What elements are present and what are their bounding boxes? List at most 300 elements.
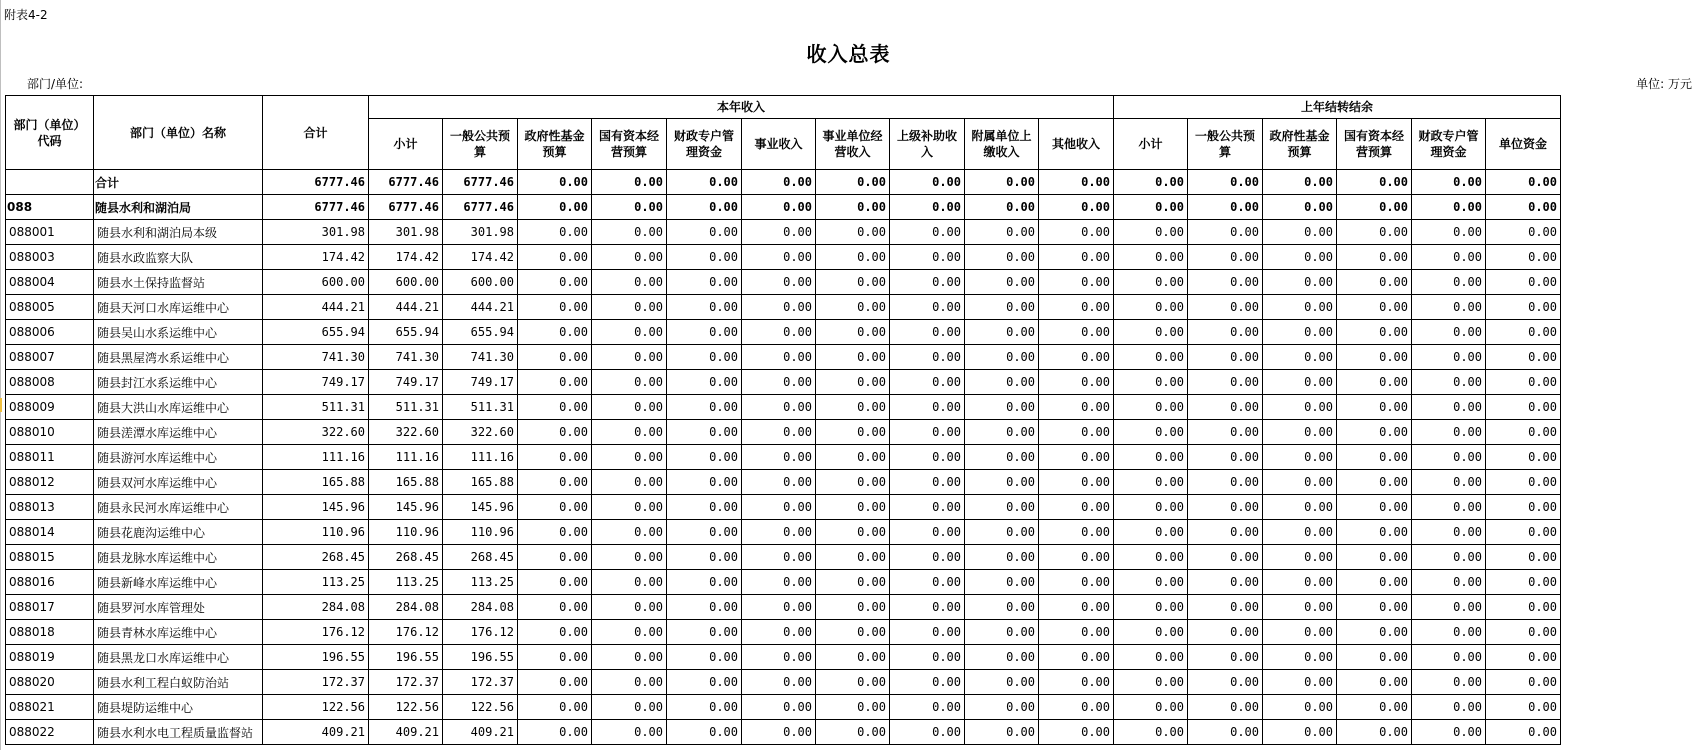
cell-general-budget: 174.42 (443, 245, 518, 270)
cell-zero: 0.00 (742, 470, 816, 495)
header-carryover: 上年结转结余 (1114, 96, 1561, 119)
cell-zero: 0.00 (1412, 620, 1486, 645)
cell-zero: 0.00 (518, 445, 592, 470)
cell-zero: 0.00 (1412, 220, 1486, 245)
cell-zero: 0.00 (816, 495, 890, 520)
cell-zero: 0.00 (1114, 595, 1188, 620)
cell-zero: 0.00 (816, 620, 890, 645)
cell-zero: 0.00 (1188, 620, 1263, 645)
cell-general-budget: 165.88 (443, 470, 518, 495)
cell-total: 176.12 (263, 620, 369, 645)
cell-zero: 0.00 (518, 170, 592, 195)
cell-zero: 0.00 (592, 495, 667, 520)
cell-zero: 0.00 (890, 620, 965, 645)
cell-zero: 0.00 (816, 670, 890, 695)
cell-general-budget: 6777.46 (443, 170, 518, 195)
cell-zero: 0.00 (1114, 345, 1188, 370)
cell-zero: 0.00 (667, 270, 742, 295)
cell-zero: 0.00 (816, 270, 890, 295)
cell-subtotal: 196.55 (369, 645, 443, 670)
cell-zero: 0.00 (1412, 495, 1486, 520)
cell-name: 随县龙脉水库运维中心 (94, 545, 263, 570)
cell-zero: 0.00 (965, 720, 1039, 745)
cell-code: 088014 (6, 520, 94, 545)
table-row (6, 220, 1561, 245)
cell-general-budget: 511.31 (443, 395, 518, 420)
cell-subtotal: 511.31 (369, 395, 443, 420)
cell-general-budget: 268.45 (443, 545, 518, 570)
cell-code: 088005 (6, 295, 94, 320)
cell-zero: 0.00 (1263, 245, 1337, 270)
cell-zero: 0.00 (667, 420, 742, 445)
cell-zero: 0.00 (1486, 570, 1561, 595)
cell-zero: 0.00 (816, 720, 890, 745)
cell-code: 088010 (6, 420, 94, 445)
cell-zero: 0.00 (1039, 420, 1114, 445)
cell-zero: 0.00 (890, 345, 965, 370)
cell-zero: 0.00 (1412, 345, 1486, 370)
cell-zero: 0.00 (1039, 545, 1114, 570)
cell-zero: 0.00 (1188, 270, 1263, 295)
cell-zero: 0.00 (667, 570, 742, 595)
cell-zero: 0.00 (1263, 720, 1337, 745)
cell-zero: 0.00 (1114, 220, 1188, 245)
cell-zero: 0.00 (1039, 245, 1114, 270)
cell-zero: 0.00 (1039, 370, 1114, 395)
cell-code: 088018 (6, 620, 94, 645)
cell-zero: 0.00 (742, 345, 816, 370)
cell-zero: 0.00 (1486, 295, 1561, 320)
cell-name: 随县水政监察大队 (94, 245, 263, 270)
cell-total: 122.56 (263, 695, 369, 720)
table-row (6, 395, 1561, 420)
cell-subtotal: 6777.46 (369, 170, 443, 195)
cell-name: 随县双河水库运维中心 (94, 470, 263, 495)
cell-zero: 0.00 (890, 420, 965, 445)
cell-zero: 0.00 (742, 570, 816, 595)
table-row (6, 520, 1561, 545)
cell-zero: 0.00 (1188, 320, 1263, 345)
header-carry-col: 一般公共预算 (1188, 119, 1263, 170)
cell-zero: 0.00 (1114, 720, 1188, 745)
cell-zero: 0.00 (1412, 470, 1486, 495)
cell-code: 088001 (6, 220, 94, 245)
cell-zero: 0.00 (1263, 320, 1337, 345)
cell-zero: 0.00 (1412, 670, 1486, 695)
cell-zero: 0.00 (1412, 420, 1486, 445)
cell-total: 749.17 (263, 370, 369, 395)
cell-zero: 0.00 (592, 470, 667, 495)
cell-zero: 0.00 (1263, 620, 1337, 645)
cell-zero: 0.00 (1188, 370, 1263, 395)
cell-zero: 0.00 (890, 170, 965, 195)
page-title: 收入总表 (806, 42, 891, 66)
cell-zero: 0.00 (1486, 420, 1561, 445)
cell-zero: 0.00 (965, 520, 1039, 545)
cell-zero: 0.00 (667, 645, 742, 670)
cell-zero: 0.00 (965, 270, 1039, 295)
cell-zero: 0.00 (1486, 270, 1561, 295)
cell-zero: 0.00 (1039, 170, 1114, 195)
cell-zero: 0.00 (890, 645, 965, 670)
table-row (6, 695, 1561, 720)
cell-zero: 0.00 (592, 395, 667, 420)
cell-zero: 0.00 (1263, 495, 1337, 520)
cell-zero: 0.00 (816, 220, 890, 245)
cell-zero: 0.00 (1263, 445, 1337, 470)
cell-zero: 0.00 (592, 570, 667, 595)
header-current-col: 事业单位经营收入 (816, 119, 890, 170)
header-carry-col: 财政专户管理资金 (1412, 119, 1486, 170)
cell-zero: 0.00 (1337, 545, 1412, 570)
cell-zero: 0.00 (1114, 170, 1188, 195)
cell-total: 111.16 (263, 445, 369, 470)
cell-general-budget: 6777.46 (443, 195, 518, 220)
cell-zero: 0.00 (1486, 195, 1561, 220)
cell-name: 随县封江水系运维中心 (94, 370, 263, 395)
header-current-col: 财政专户管理资金 (667, 119, 742, 170)
cell-zero: 0.00 (1039, 570, 1114, 595)
cell-zero: 0.00 (667, 495, 742, 520)
cell-code: 088019 (6, 645, 94, 670)
cell-total: 322.60 (263, 420, 369, 445)
cell-zero: 0.00 (1486, 520, 1561, 545)
cell-zero: 0.00 (518, 245, 592, 270)
cell-subtotal: 176.12 (369, 620, 443, 645)
cell-zero: 0.00 (742, 420, 816, 445)
cell-zero: 0.00 (667, 370, 742, 395)
cell-zero: 0.00 (518, 220, 592, 245)
cell-zero: 0.00 (1337, 195, 1412, 220)
cell-zero: 0.00 (1188, 670, 1263, 695)
cell-zero: 0.00 (1486, 595, 1561, 620)
cell-zero: 0.00 (1412, 320, 1486, 345)
cell-code: 088022 (6, 720, 94, 745)
cell-zero: 0.00 (1188, 420, 1263, 445)
cell-zero: 0.00 (1486, 220, 1561, 245)
cell-zero: 0.00 (890, 195, 965, 220)
table-row (6, 670, 1561, 695)
cell-zero: 0.00 (592, 445, 667, 470)
cell-zero: 0.00 (1337, 720, 1412, 745)
table-row (6, 445, 1561, 470)
cell-zero: 0.00 (1337, 420, 1412, 445)
cell-subtotal: 749.17 (369, 370, 443, 395)
cell-zero: 0.00 (592, 270, 667, 295)
cell-code: 088017 (6, 595, 94, 620)
cell-zero: 0.00 (1486, 545, 1561, 570)
cell-zero: 0.00 (1188, 245, 1263, 270)
table-row (6, 545, 1561, 570)
header-carry-col: 单位资金 (1486, 119, 1561, 170)
cell-zero: 0.00 (1337, 445, 1412, 470)
cell-general-budget: 113.25 (443, 570, 518, 595)
cell-zero: 0.00 (592, 295, 667, 320)
cell-general-budget: 409.21 (443, 720, 518, 745)
cell-zero: 0.00 (1412, 720, 1486, 745)
cell-general-budget: 172.37 (443, 670, 518, 695)
cell-zero: 0.00 (1114, 495, 1188, 520)
cell-zero: 0.00 (1263, 545, 1337, 570)
cell-zero: 0.00 (1486, 695, 1561, 720)
cell-name: 随县堤防运维中心 (94, 695, 263, 720)
cell-zero: 0.00 (965, 395, 1039, 420)
cell-zero: 0.00 (667, 545, 742, 570)
cell-zero: 0.00 (1114, 545, 1188, 570)
cell-zero: 0.00 (742, 220, 816, 245)
cell-zero: 0.00 (965, 295, 1039, 320)
cell-zero: 0.00 (1263, 295, 1337, 320)
cell-total: 655.94 (263, 320, 369, 345)
cell-zero: 0.00 (816, 245, 890, 270)
cell-zero: 0.00 (816, 470, 890, 495)
cell-zero: 0.00 (1412, 520, 1486, 545)
cell-code: 088015 (6, 545, 94, 570)
income-table (5, 95, 1561, 745)
cell-zero: 0.00 (1486, 645, 1561, 670)
cell-zero: 0.00 (1263, 695, 1337, 720)
cell-total: 268.45 (263, 545, 369, 570)
cell-zero: 0.00 (1263, 345, 1337, 370)
cell-zero: 0.00 (1263, 595, 1337, 620)
cell-zero: 0.00 (592, 345, 667, 370)
cell-zero: 0.00 (1337, 320, 1412, 345)
cell-zero: 0.00 (667, 695, 742, 720)
cell-zero: 0.00 (518, 645, 592, 670)
cell-name: 随县水利工程白蚁防治站 (94, 670, 263, 695)
cell-total: 284.08 (263, 595, 369, 620)
cell-subtotal: 174.42 (369, 245, 443, 270)
cell-subtotal: 145.96 (369, 495, 443, 520)
cell-zero: 0.00 (592, 720, 667, 745)
cell-zero: 0.00 (1188, 720, 1263, 745)
cell-zero: 0.00 (816, 395, 890, 420)
table-row (6, 295, 1561, 320)
cell-zero: 0.00 (1114, 320, 1188, 345)
cell-subtotal: 6777.46 (369, 195, 443, 220)
table-row (6, 495, 1561, 520)
unit-label: 单位: 万元 (1636, 77, 1692, 91)
cell-zero: 0.00 (1337, 245, 1412, 270)
cell-name: 随县天河口水库运维中心 (94, 295, 263, 320)
cell-code: 088004 (6, 270, 94, 295)
cell-general-budget: 122.56 (443, 695, 518, 720)
cell-zero: 0.00 (1412, 695, 1486, 720)
cell-zero: 0.00 (1337, 170, 1412, 195)
cell-zero: 0.00 (518, 720, 592, 745)
cell-zero: 0.00 (742, 445, 816, 470)
cell-zero: 0.00 (1337, 395, 1412, 420)
cell-zero: 0.00 (1337, 295, 1412, 320)
cell-subtotal: 172.37 (369, 670, 443, 695)
cell-general-budget: 741.30 (443, 345, 518, 370)
cell-zero: 0.00 (518, 520, 592, 545)
cell-code: 088020 (6, 670, 94, 695)
cell-zero: 0.00 (1337, 595, 1412, 620)
cell-zero: 0.00 (667, 245, 742, 270)
window-left-edge (0, 0, 1, 750)
cell-zero: 0.00 (742, 670, 816, 695)
cell-zero: 0.00 (592, 245, 667, 270)
header-total: 合计 (263, 96, 369, 170)
cell-zero: 0.00 (518, 395, 592, 420)
cell-zero: 0.00 (890, 495, 965, 520)
cell-total: 113.25 (263, 570, 369, 595)
table-row (6, 170, 1561, 195)
cell-zero: 0.00 (667, 395, 742, 420)
cell-zero: 0.00 (890, 595, 965, 620)
cell-zero: 0.00 (1114, 470, 1188, 495)
cell-zero: 0.00 (1486, 320, 1561, 345)
cell-zero: 0.00 (667, 345, 742, 370)
cell-zero: 0.00 (890, 395, 965, 420)
table-row (6, 620, 1561, 645)
cell-zero: 0.00 (965, 445, 1039, 470)
cell-zero: 0.00 (1114, 370, 1188, 395)
cell-subtotal: 165.88 (369, 470, 443, 495)
cell-zero: 0.00 (1188, 445, 1263, 470)
cell-zero: 0.00 (965, 670, 1039, 695)
cell-zero: 0.00 (1114, 570, 1188, 595)
cell-general-budget: 196.55 (443, 645, 518, 670)
cell-zero: 0.00 (890, 695, 965, 720)
cell-zero: 0.00 (742, 620, 816, 645)
cell-code: 088021 (6, 695, 94, 720)
table-row (6, 370, 1561, 395)
cell-zero: 0.00 (592, 545, 667, 570)
cell-total: 172.37 (263, 670, 369, 695)
cell-zero: 0.00 (1188, 570, 1263, 595)
cell-zero: 0.00 (1412, 170, 1486, 195)
cell-zero: 0.00 (1412, 545, 1486, 570)
cell-zero: 0.00 (1263, 645, 1337, 670)
cell-zero: 0.00 (1114, 695, 1188, 720)
cell-zero: 0.00 (1188, 595, 1263, 620)
cell-zero: 0.00 (1039, 645, 1114, 670)
cell-zero: 0.00 (1263, 220, 1337, 245)
cell-zero: 0.00 (1114, 245, 1188, 270)
cell-zero: 0.00 (667, 170, 742, 195)
cell-zero: 0.00 (742, 270, 816, 295)
cell-zero: 0.00 (1039, 445, 1114, 470)
cell-zero: 0.00 (890, 320, 965, 345)
cell-name: 随县新峰水库运维中心 (94, 570, 263, 595)
cell-total: 6777.46 (263, 195, 369, 220)
cell-zero: 0.00 (1114, 670, 1188, 695)
cell-zero: 0.00 (1114, 420, 1188, 445)
cell-general-budget: 749.17 (443, 370, 518, 395)
cell-zero: 0.00 (742, 320, 816, 345)
cell-code: 088006 (6, 320, 94, 345)
cell-zero: 0.00 (965, 620, 1039, 645)
cell-general-budget: 110.96 (443, 520, 518, 545)
cell-zero: 0.00 (965, 170, 1039, 195)
cell-zero: 0.00 (592, 645, 667, 670)
cell-zero: 0.00 (592, 195, 667, 220)
cell-total: 6777.46 (263, 170, 369, 195)
cell-general-budget: 176.12 (443, 620, 518, 645)
cell-general-budget: 322.60 (443, 420, 518, 445)
cell-zero: 0.00 (1039, 345, 1114, 370)
cell-zero: 0.00 (1188, 170, 1263, 195)
header-current-col: 一般公共预算 (443, 119, 518, 170)
cell-zero: 0.00 (667, 195, 742, 220)
cell-zero: 0.00 (742, 245, 816, 270)
cell-name: 随县花鹿沟运维中心 (94, 520, 263, 545)
cell-zero: 0.00 (1039, 220, 1114, 245)
header-carry-col: 国有资本经营预算 (1337, 119, 1412, 170)
cell-zero: 0.00 (1039, 695, 1114, 720)
cell-zero: 0.00 (742, 545, 816, 570)
table-row (6, 595, 1561, 620)
cell-zero: 0.00 (518, 570, 592, 595)
cell-zero: 0.00 (1412, 370, 1486, 395)
row-marker (0, 398, 2, 412)
table-row (6, 420, 1561, 445)
cell-zero: 0.00 (1039, 270, 1114, 295)
cell-zero: 0.00 (518, 670, 592, 695)
cell-zero: 0.00 (518, 320, 592, 345)
cell-code: 088 (6, 195, 94, 220)
cell-zero: 0.00 (1337, 645, 1412, 670)
cell-subtotal: 409.21 (369, 720, 443, 745)
table-row (6, 245, 1561, 270)
cell-name: 随县水利水电工程质量监督站 (94, 720, 263, 745)
cell-zero: 0.00 (965, 595, 1039, 620)
header-current-col: 事业收入 (742, 119, 816, 170)
cell-code: 088007 (6, 345, 94, 370)
cell-code: 088013 (6, 495, 94, 520)
cell-total: 444.21 (263, 295, 369, 320)
cell-general-budget: 600.00 (443, 270, 518, 295)
cell-name: 随县水利和湖泊局本级 (94, 220, 263, 245)
cell-subtotal: 322.60 (369, 420, 443, 445)
cell-general-budget: 284.08 (443, 595, 518, 620)
cell-zero: 0.00 (965, 195, 1039, 220)
cell-zero: 0.00 (965, 220, 1039, 245)
cell-name: 随县吴山水系运维中心 (94, 320, 263, 345)
cell-general-budget: 301.98 (443, 220, 518, 245)
cell-zero: 0.00 (667, 620, 742, 645)
header-current-col: 上级补助收入 (890, 119, 965, 170)
cell-zero: 0.00 (518, 295, 592, 320)
header-carry-col: 小计 (1114, 119, 1188, 170)
cell-zero: 0.00 (667, 445, 742, 470)
cell-name: 随县青林水库运维中心 (94, 620, 263, 645)
cell-zero: 0.00 (1188, 195, 1263, 220)
cell-subtotal: 444.21 (369, 295, 443, 320)
table-row (6, 570, 1561, 595)
cell-subtotal: 122.56 (369, 695, 443, 720)
cell-zero: 0.00 (1412, 645, 1486, 670)
cell-zero: 0.00 (667, 220, 742, 245)
cell-zero: 0.00 (1486, 495, 1561, 520)
cell-zero: 0.00 (965, 470, 1039, 495)
cell-subtotal: 110.96 (369, 520, 443, 545)
cell-zero: 0.00 (1486, 170, 1561, 195)
cell-zero: 0.00 (1412, 570, 1486, 595)
cell-zero: 0.00 (1486, 620, 1561, 645)
header-current-col: 附属单位上缴收入 (965, 119, 1039, 170)
cell-zero: 0.00 (592, 695, 667, 720)
cell-zero: 0.00 (1188, 545, 1263, 570)
cell-zero: 0.00 (816, 445, 890, 470)
cell-zero: 0.00 (518, 595, 592, 620)
dept-label: 部门/单位: (27, 77, 84, 91)
cell-zero: 0.00 (890, 370, 965, 395)
cell-zero: 0.00 (816, 695, 890, 720)
cell-zero: 0.00 (965, 320, 1039, 345)
